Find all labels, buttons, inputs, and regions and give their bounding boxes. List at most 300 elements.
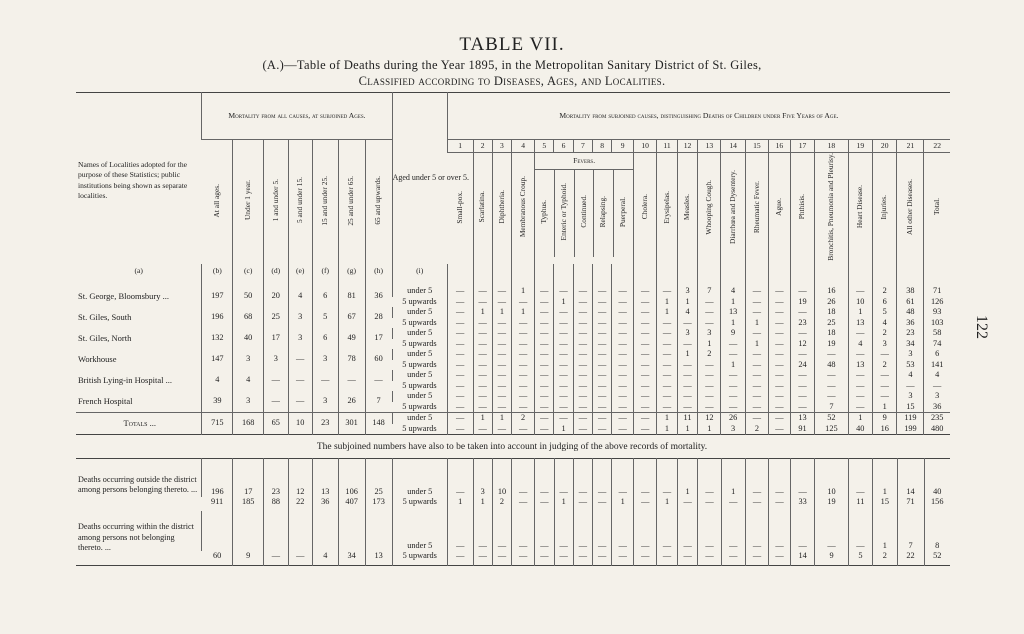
cause-value-under-5: 235 [924, 413, 950, 424]
cause-value-under-5: — [634, 349, 657, 360]
cause-value-over-5: — [447, 318, 473, 329]
aged-label: 5 upwards [402, 401, 437, 411]
age-value: 407 [338, 497, 365, 511]
cause-value-under-5: — [634, 391, 657, 402]
cause-value-under-5: — [447, 511, 473, 551]
cause-value-under-5: — [848, 278, 872, 297]
cause-value-over-5: 1 [873, 402, 897, 413]
cause-value-under-5: — [848, 511, 872, 551]
cause-column-header [848, 153, 872, 265]
cause-value-over-5: 22 [897, 551, 924, 566]
cause-number: 15 [745, 140, 768, 153]
cause-value-under-5: — [745, 370, 768, 381]
cause-value-under-5: — [848, 370, 872, 381]
locality-name: St. Giles, North [78, 333, 132, 344]
cause-value-under-5: — [657, 349, 678, 360]
age-value: 39 [202, 391, 233, 413]
cause-column-header [447, 153, 473, 265]
cause-value-over-5: — [554, 318, 573, 329]
age-value [264, 511, 288, 551]
age-value: 168 [233, 413, 264, 435]
cause-value-under-5: — [698, 459, 721, 498]
cause-value-under-5: — [745, 307, 768, 318]
cause-value-over-5: 1 [721, 297, 745, 308]
cause-value-under-5: — [554, 511, 573, 551]
cause-label: Diphtheria. [496, 190, 506, 224]
cause-label: Measles. [682, 193, 692, 220]
cause-value-over-5: — [677, 402, 698, 413]
column-letter: (g) [338, 264, 365, 278]
cause-value-under-5: — [698, 370, 721, 381]
cause-value-under-5: — [492, 278, 511, 297]
age-value: 911 [211, 497, 224, 506]
age-column-label: At all ages. [211, 183, 221, 218]
cause-value-over-5: 48 [815, 360, 848, 371]
cause-value-under-5: — [554, 413, 573, 424]
cause-value-over-5: 36 [897, 318, 924, 329]
cause-value-under-5: — [790, 391, 814, 402]
age-value: 3 [264, 349, 288, 370]
cause-value-over-5: — [535, 402, 554, 413]
cause-value-under-5: — [769, 459, 791, 498]
cause-value-over-5: 19 [815, 497, 848, 511]
cause-value-over-5: — [677, 381, 698, 392]
cause-value-over-5: 34 [897, 339, 924, 350]
cause-value-under-5: — [612, 328, 634, 339]
cause-value-over-5: — [473, 318, 492, 329]
cause-column-header [815, 153, 848, 265]
aged-label: under 5 [392, 349, 447, 360]
age-value: 3 [288, 307, 312, 328]
cause-column-header [613, 170, 633, 258]
cause-value-over-5: 15 [897, 402, 924, 413]
cause-value-under-5: — [657, 511, 678, 551]
cause-value-over-5: — [492, 318, 511, 329]
cause-value-under-5: — [554, 307, 573, 318]
cause-value-under-5: — [612, 413, 634, 424]
aged-label: under 5 [392, 459, 447, 498]
cause-value-under-5: — [790, 307, 814, 318]
cause-number: 14 [721, 140, 745, 153]
cause-value-over-5: 1 [745, 318, 768, 329]
age-value: 26 [338, 391, 365, 413]
age-value: 34 [338, 551, 365, 566]
cause-value-over-5: — [535, 381, 554, 392]
cause-value-under-5: — [535, 459, 554, 498]
cause-value-over-5: — [593, 551, 612, 566]
cause-value-under-5: 11 [677, 413, 698, 424]
cause-value-under-5: 26 [721, 413, 745, 424]
cause-value-over-5: — [634, 339, 657, 350]
cause-value-under-5: — [612, 370, 634, 381]
cause-column-header [535, 170, 555, 258]
cause-value-over-5: 141 [924, 360, 950, 371]
cause-value-over-5: — [535, 424, 554, 435]
cause-number: 21 [897, 140, 924, 153]
cause-number: 11 [657, 140, 678, 153]
aged-label: under 5 [392, 328, 447, 339]
extra-table [76, 458, 950, 566]
cause-value-under-5: 4 [924, 370, 950, 381]
cause-label: Cholera. [639, 194, 649, 220]
cause-value-under-5: — [447, 278, 473, 297]
cause-value-under-5: — [873, 349, 897, 360]
age-value: 197 [202, 278, 233, 307]
cause-value-over-5: — [573, 402, 592, 413]
cause-value-over-5: 125 [815, 424, 848, 435]
cause-value-under-5: — [657, 459, 678, 498]
cell [535, 264, 554, 278]
age-value: 17 [365, 328, 392, 349]
age-value: 106 [338, 459, 365, 498]
cause-value-over-5: — [535, 360, 554, 371]
cause-value-over-5: — [848, 381, 872, 392]
cause-value-under-5: — [592, 307, 611, 318]
cause-value-under-5: — [721, 511, 745, 551]
age-column-header [365, 140, 392, 265]
cause-value-under-5: — [447, 370, 473, 381]
age-value: 17 [233, 459, 264, 498]
age-value: 10 [288, 413, 312, 435]
cause-value-over-5: — [573, 424, 592, 435]
column-letter: (i) [392, 264, 447, 278]
cause-column-header [790, 153, 814, 265]
cause-label: Typhus. [539, 199, 549, 224]
cause-value-under-5: 58 [924, 328, 950, 339]
cause-value-under-5: — [535, 391, 554, 402]
cause-value-under-5: — [677, 370, 698, 381]
cause-value-over-5: — [815, 381, 848, 392]
cause-value-under-5: — [815, 391, 848, 402]
cause-value-under-5: — [447, 307, 473, 318]
cause-value-over-5: — [512, 551, 535, 566]
cause-value-under-5: 1 [721, 459, 745, 498]
cell [492, 264, 511, 278]
cause-value-over-5: — [512, 497, 535, 511]
names-column-header: Names of Localities adopted for the purpose of these Statistics; public institutions being shown as separate localities. [78, 159, 188, 201]
page-title: TABLE VII. [459, 34, 565, 55]
cause-value-over-5: — [592, 402, 611, 413]
cause-value-over-5: — [721, 339, 745, 350]
cause-value-under-5: — [768, 391, 790, 402]
cause-number: 2 [473, 140, 492, 153]
cause-value-over-5: — [745, 381, 768, 392]
cause-label: Bronchitis, Pneumonia and Pleurisy. [826, 153, 836, 261]
age-value: — [288, 391, 312, 413]
cause-value-under-5: 93 [924, 307, 950, 318]
age-value: 4 [233, 370, 264, 391]
note-text: The subjoined numbers have also to be taken into account in judging of the above records of mortality. [316, 442, 708, 452]
age-value: 25 [264, 307, 288, 328]
cause-value-over-5: 126 [924, 297, 950, 308]
cause-value-under-5: 1 [873, 459, 897, 498]
age-value: 4 [288, 278, 312, 307]
cause-value-under-5: 10 [492, 459, 511, 498]
cause-value-under-5: — [768, 413, 790, 424]
cause-value-over-5: — [634, 551, 657, 566]
cause-value-over-5: — [492, 339, 511, 350]
cause-value-under-5: 3 [473, 459, 492, 498]
cause-value-over-5: — [612, 551, 634, 566]
cause-value-under-5: 1 [848, 413, 872, 424]
age-value: — [264, 551, 288, 566]
cause-number: 19 [848, 140, 872, 153]
locality-name: British Lying-in Hospital ... [78, 375, 172, 386]
cause-value-under-5: — [573, 278, 592, 297]
age-value: 3 [312, 349, 338, 370]
age-value: 196 [202, 307, 233, 328]
table-row [76, 307, 950, 318]
column-letter: (c) [233, 264, 264, 278]
cell [512, 264, 535, 278]
cause-value-over-5: 14 [790, 551, 814, 566]
cause-value-under-5: — [677, 511, 698, 551]
cause-value-under-5: — [721, 349, 745, 360]
cause-value-over-5: — [612, 339, 634, 350]
cause-value-under-5: — [512, 391, 535, 402]
cause-value-over-5: — [512, 360, 535, 371]
cause-value-over-5: 9 [815, 551, 848, 566]
cause-value-over-5: 40 [848, 424, 872, 435]
cell [873, 264, 897, 278]
table-row [76, 328, 950, 339]
cause-value-under-5: — [677, 391, 698, 402]
cause-label: Relapsing. [598, 196, 608, 228]
age-value: 17 [264, 328, 288, 349]
cause-value-over-5: — [677, 551, 698, 566]
age-value: 88 [264, 497, 288, 511]
age-value: 715 [202, 413, 233, 435]
subtitle-line-2: Classified according to Diseases, Ages, and Localities. [358, 74, 666, 88]
mortality-sub-header: Mortality from subjoined causes, distinguishing Deaths of Children under Five Years of Age. [447, 93, 950, 140]
cause-value-under-5: — [790, 349, 814, 360]
cause-value-over-5: — [573, 381, 592, 392]
aged-label: under 5 [392, 391, 447, 402]
age-value: 23 [312, 413, 338, 435]
age-value: 7 [365, 391, 392, 413]
cell [554, 264, 573, 278]
cause-value-under-5: — [745, 278, 768, 297]
cause-value-over-5: — [612, 381, 634, 392]
cause-value-under-5: — [612, 349, 634, 360]
cause-value-under-5: 18 [815, 328, 848, 339]
cause-number: 8 [592, 140, 611, 153]
cause-number: 4 [512, 140, 535, 153]
age-value: 13 [312, 459, 338, 498]
aged-label: under 5 [392, 511, 447, 551]
age-value: — [365, 370, 392, 391]
cause-value-over-5: — [677, 497, 698, 511]
cause-value-over-5: — [592, 297, 611, 308]
cause-value-over-5: — [512, 318, 535, 329]
cause-value-under-5: 71 [924, 278, 950, 297]
age-value: 132 [202, 328, 233, 349]
cause-value-under-5: — [512, 511, 535, 551]
age-value: 4 [312, 551, 338, 566]
cause-value-over-5: — [447, 402, 473, 413]
cause-number: 6 [554, 140, 573, 153]
cause-value-over-5: — [447, 424, 473, 435]
cause-value-over-5: 1 [447, 497, 473, 511]
cause-value-under-5: 1 [492, 413, 511, 424]
cause-value-under-5: — [535, 278, 554, 297]
cause-value-under-5: 48 [897, 307, 924, 318]
cause-value-under-5: — [512, 459, 535, 498]
locality-name: French Hospital [78, 396, 133, 407]
cause-value-under-5: 7 [897, 511, 924, 551]
age-value: 65 [264, 413, 288, 435]
cause-value-over-5: 23 [790, 318, 814, 329]
cause-value-under-5: — [473, 391, 492, 402]
cell [612, 264, 634, 278]
cause-value-under-5: 16 [815, 278, 848, 297]
cause-value-under-5: — [573, 328, 592, 339]
cause-column-header [677, 153, 698, 265]
cause-value-under-5: — [554, 391, 573, 402]
cause-value-under-5: 13 [790, 413, 814, 424]
cause-value-under-5: — [592, 413, 611, 424]
cause-value-over-5: — [768, 402, 790, 413]
age-value: — [264, 391, 288, 413]
cause-value-over-5: 156 [924, 497, 950, 511]
cause-value-over-5: — [657, 339, 678, 350]
cause-value-over-5: — [592, 381, 611, 392]
cause-value-under-5: — [768, 370, 790, 381]
cause-value-over-5: — [698, 497, 721, 511]
cause-value-under-5: — [592, 391, 611, 402]
cause-value-under-5: 3 [924, 391, 950, 402]
cause-value-over-5: — [535, 551, 554, 566]
aged-label: 5 upwards [402, 317, 437, 327]
cause-value-over-5: — [492, 381, 511, 392]
age-value: 68 [233, 307, 264, 328]
cause-value-under-5: — [657, 391, 678, 402]
cause-value-over-5: — [573, 497, 592, 511]
cause-number: 3 [492, 140, 511, 153]
cause-value-over-5: — [745, 297, 768, 308]
cause-value-under-5: — [512, 328, 535, 339]
cause-value-under-5: — [492, 391, 511, 402]
table-row [76, 459, 950, 498]
cause-value-under-5: 8 [924, 511, 950, 551]
cause-value-over-5: 36 [924, 402, 950, 413]
age-value: — [288, 349, 312, 370]
cause-value-under-5: — [745, 328, 768, 339]
cause-value-under-5: — [447, 328, 473, 339]
cause-value-under-5: — [848, 391, 872, 402]
cell [473, 264, 492, 278]
cause-value-over-5: 1 [721, 360, 745, 371]
cause-value-under-5: — [790, 328, 814, 339]
cause-value-under-5: — [473, 278, 492, 297]
cause-value-under-5: — [492, 328, 511, 339]
cause-number: 17 [790, 140, 814, 153]
extra-row-name: Deaths occurring outside the district among persons belonging thereto. ... [78, 474, 198, 494]
cause-value-over-5: 33 [790, 497, 814, 511]
aged-label: under 5 [392, 278, 447, 297]
cause-value-over-5: 25 [815, 318, 848, 329]
table-row [76, 497, 950, 511]
cause-number: 18 [815, 140, 848, 153]
cause-value-under-5: — [473, 328, 492, 339]
fevers-header: Fevers. [535, 153, 633, 170]
cause-value-under-5: 1 [677, 349, 698, 360]
cause-number: 5 [535, 140, 554, 153]
cause-value-under-5: — [593, 459, 612, 498]
cause-value-over-5: — [634, 360, 657, 371]
cause-label: Scarlatina. [477, 191, 487, 223]
cause-value-under-5: 1 [512, 278, 535, 297]
table-row [76, 511, 950, 551]
cause-value-over-5: 74 [924, 339, 950, 350]
cause-value-over-5: 2 [873, 551, 897, 566]
cause-value-under-5: — [573, 370, 592, 381]
cause-value-under-5: — [634, 370, 657, 381]
cause-value-over-5: — [554, 402, 573, 413]
cause-value-under-5: 9 [873, 413, 897, 424]
age-column-header [312, 140, 338, 265]
age-column-label: 5 and under 15. [294, 177, 304, 224]
aged-label: 5 upwards [402, 423, 437, 433]
cause-value-over-5: 91 [790, 424, 814, 435]
cell [768, 264, 790, 278]
cause-label: Rheumatic Fever. [751, 180, 761, 233]
cause-value-over-5: — [769, 497, 791, 511]
cause-value-over-5: — [612, 318, 634, 329]
age-value: 3 [233, 349, 264, 370]
cause-value-under-5: — [745, 413, 768, 424]
cause-value-over-5: — [447, 297, 473, 308]
cause-label: Whooping Cough. [704, 179, 714, 235]
cause-value-over-5: — [657, 360, 678, 371]
table-row [76, 349, 950, 360]
age-value: 36 [365, 278, 392, 307]
cause-value-under-5: — [745, 391, 768, 402]
cause-value-over-5: — [473, 424, 492, 435]
cause-value-over-5: — [535, 318, 554, 329]
age-value: 22 [288, 497, 312, 511]
cause-column-header [873, 153, 897, 265]
cause-value-under-5: — [612, 459, 634, 498]
column-letter: (b) [202, 264, 233, 278]
age-value: — [312, 370, 338, 391]
cause-column-header [512, 153, 535, 265]
cause-value-under-5: — [447, 459, 473, 498]
age-value: 147 [202, 349, 233, 370]
age-value: 81 [338, 278, 365, 307]
cause-value-under-5: — [535, 511, 554, 551]
cause-value-under-5: — [790, 511, 814, 551]
age-value [233, 511, 264, 551]
locality-name: Workhouse [78, 354, 117, 365]
age-value: 196 [202, 459, 233, 498]
cause-value-under-5: 7 [698, 278, 721, 297]
age-value: 301 [338, 413, 365, 435]
cause-value-over-5: — [512, 297, 535, 308]
cause-value-over-5: 1 [657, 297, 678, 308]
cell [924, 264, 950, 278]
cause-value-over-5: — [492, 402, 511, 413]
age-value: 60 [365, 349, 392, 370]
cause-value-over-5: — [677, 339, 698, 350]
cause-label: Total. [931, 198, 941, 216]
cause-value-under-5: 1 [492, 307, 511, 318]
cause-value-over-5: — [721, 402, 745, 413]
cause-value-over-5: 53 [897, 360, 924, 371]
cell [657, 264, 678, 278]
age-value: 60 [212, 551, 222, 560]
cause-value-under-5: — [492, 349, 511, 360]
